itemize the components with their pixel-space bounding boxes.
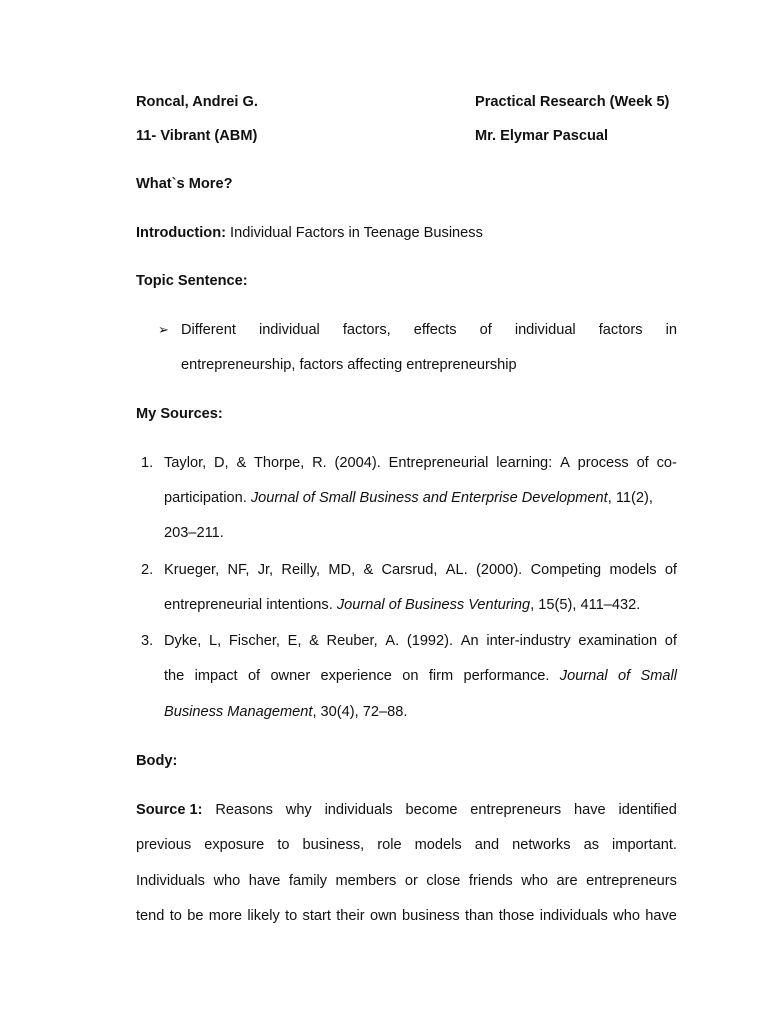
text-run: , 11(2),	[607, 490, 653, 506]
word: Individuals	[136, 873, 205, 889]
word: L,	[209, 633, 222, 649]
word: close	[426, 873, 461, 889]
word: friends	[468, 873, 513, 889]
word: why	[285, 802, 312, 818]
word: be	[187, 908, 204, 924]
word: R.	[312, 455, 327, 471]
topic-sentence-line2: entrepreneurship, factors affecting entrepreneurship	[181, 357, 517, 373]
word: to	[277, 837, 290, 853]
word: Fischer,	[228, 633, 280, 649]
word: have	[248, 873, 281, 889]
word: of	[636, 455, 649, 471]
word: Journal	[559, 668, 608, 684]
word: Thorpe,	[254, 455, 305, 471]
word: inter-industry	[486, 633, 571, 649]
word: Competing	[530, 562, 602, 578]
body-heading: Body:	[136, 753, 178, 769]
journal-title: Journal of Business Venturing	[336, 597, 531, 613]
word: Reuber,	[326, 633, 378, 649]
word: Jr,	[257, 562, 274, 578]
word: individuals	[324, 802, 393, 818]
body-paragraph-line2	[136, 836, 677, 854]
text-run: participation.	[164, 490, 251, 506]
word: business	[402, 908, 460, 924]
word: family	[288, 873, 328, 889]
text-run: entrepreneurial intentions.	[164, 597, 337, 613]
source-number: 3.	[141, 633, 154, 649]
word: previous	[136, 837, 192, 853]
word: in	[665, 322, 677, 338]
word: networks	[512, 837, 571, 853]
word: process	[577, 455, 629, 471]
word: learning:	[496, 455, 553, 471]
source-number: 1.	[141, 455, 154, 471]
word: Reasons	[215, 802, 273, 818]
word: of	[247, 668, 261, 684]
word: Dyke,	[164, 633, 202, 649]
word: entrepreneurs	[586, 873, 677, 889]
word: Krueger,	[164, 562, 220, 578]
word: (1992).	[406, 633, 454, 649]
word: who	[613, 908, 640, 924]
word: Entrepreneurial	[388, 455, 489, 471]
word: who	[521, 873, 548, 889]
teacher-name: Mr. Elymar Pascual	[475, 128, 609, 144]
word: are	[556, 873, 578, 889]
word: own	[369, 908, 397, 924]
topic-sentence-label: Topic Sentence:	[136, 273, 248, 289]
word: entrepreneurs	[470, 802, 562, 818]
word: performance.	[463, 668, 550, 684]
word: to	[285, 908, 298, 924]
word: Taylor,	[164, 455, 207, 471]
source-1-line1	[164, 454, 677, 472]
word: as	[583, 837, 599, 853]
word: to	[169, 908, 182, 924]
body-paragraph-line4	[136, 907, 677, 925]
word: who	[213, 873, 241, 889]
word: exposure	[204, 837, 265, 853]
word: start	[302, 908, 331, 924]
word: members	[335, 873, 397, 889]
word: the	[164, 668, 185, 684]
word: become	[405, 802, 458, 818]
body-paragraph-line3	[136, 872, 677, 890]
word: effects	[413, 322, 457, 338]
source-number: 2.	[141, 562, 154, 578]
journal-title: Business Management	[164, 704, 313, 720]
word: or	[404, 873, 418, 889]
word: of	[479, 322, 492, 338]
word: than	[464, 908, 494, 924]
word: of	[617, 668, 631, 684]
word: examination	[578, 633, 658, 649]
word: those	[498, 908, 535, 924]
word: &	[309, 633, 319, 649]
word: factors,	[342, 322, 391, 338]
word: individual	[258, 322, 320, 338]
my-sources-heading: My Sources:	[136, 406, 223, 422]
word: NF,	[227, 562, 250, 578]
word: AL.	[445, 562, 468, 578]
word: Reilly,	[281, 562, 321, 578]
word: of	[664, 633, 677, 649]
word: D,	[214, 455, 229, 471]
word: important.	[612, 837, 677, 853]
word: A	[560, 455, 570, 471]
word: likely	[247, 908, 280, 924]
source-3-line1	[164, 632, 677, 650]
subject-title: Practical Research (Week 5)	[475, 94, 670, 110]
topic-sentence-line1	[181, 321, 677, 339]
word: A.	[385, 633, 400, 649]
whats-more-heading: What`s More?	[136, 176, 233, 192]
word: business,	[302, 837, 365, 853]
word: Different	[181, 322, 236, 338]
word: their	[336, 908, 365, 924]
introduction-label: Introduction:	[136, 225, 226, 241]
body-paragraph-line1	[136, 801, 677, 819]
source-3-line3	[164, 703, 407, 721]
source-1-line2	[164, 489, 653, 507]
word: firm	[428, 668, 454, 684]
word: have	[574, 802, 606, 818]
journal-title: Journal of Small Business and Enterprise Development	[250, 490, 608, 506]
word: tend	[136, 908, 165, 924]
word: more	[208, 908, 242, 924]
introduction-text: Individual Factors in Teenage Business	[230, 225, 483, 241]
word: MD,	[328, 562, 356, 578]
word: role	[377, 837, 402, 853]
word: factors	[598, 322, 643, 338]
word: identified	[618, 802, 677, 818]
word: (2004).	[334, 455, 381, 471]
word: E,	[287, 633, 302, 649]
word: have	[645, 908, 677, 924]
word: &	[363, 562, 374, 578]
word: of	[664, 562, 677, 578]
source-1-line3: 203–211.	[164, 525, 224, 541]
source-2-line2	[164, 596, 640, 614]
word: An	[460, 633, 479, 649]
word: on	[402, 668, 419, 684]
source-2-line1	[164, 561, 677, 579]
word: impact	[194, 668, 238, 684]
source-1-label: Source 1:	[136, 802, 203, 818]
arrow-bullet-icon: ➢	[158, 322, 169, 337]
word: owner	[270, 668, 311, 684]
word: individual	[514, 322, 576, 338]
word: models	[414, 837, 462, 853]
word: (2000).	[476, 562, 523, 578]
text-run: , 30(4), 72–88.	[312, 704, 408, 720]
text-run: , 15(5), 411–432.	[530, 597, 641, 613]
word: Carsrud,	[381, 562, 438, 578]
word: models	[609, 562, 657, 578]
source-3-line2	[164, 667, 677, 685]
word: &	[236, 455, 247, 471]
introduction-line	[136, 224, 483, 242]
word: and	[474, 837, 500, 853]
word: experience	[320, 668, 392, 684]
word: Small	[640, 668, 677, 684]
word: individuals	[539, 908, 608, 924]
student-section: 11- Vibrant (ABM)	[136, 128, 258, 144]
student-name: Roncal, Andrei G.	[136, 94, 258, 110]
word: co-	[656, 455, 677, 471]
